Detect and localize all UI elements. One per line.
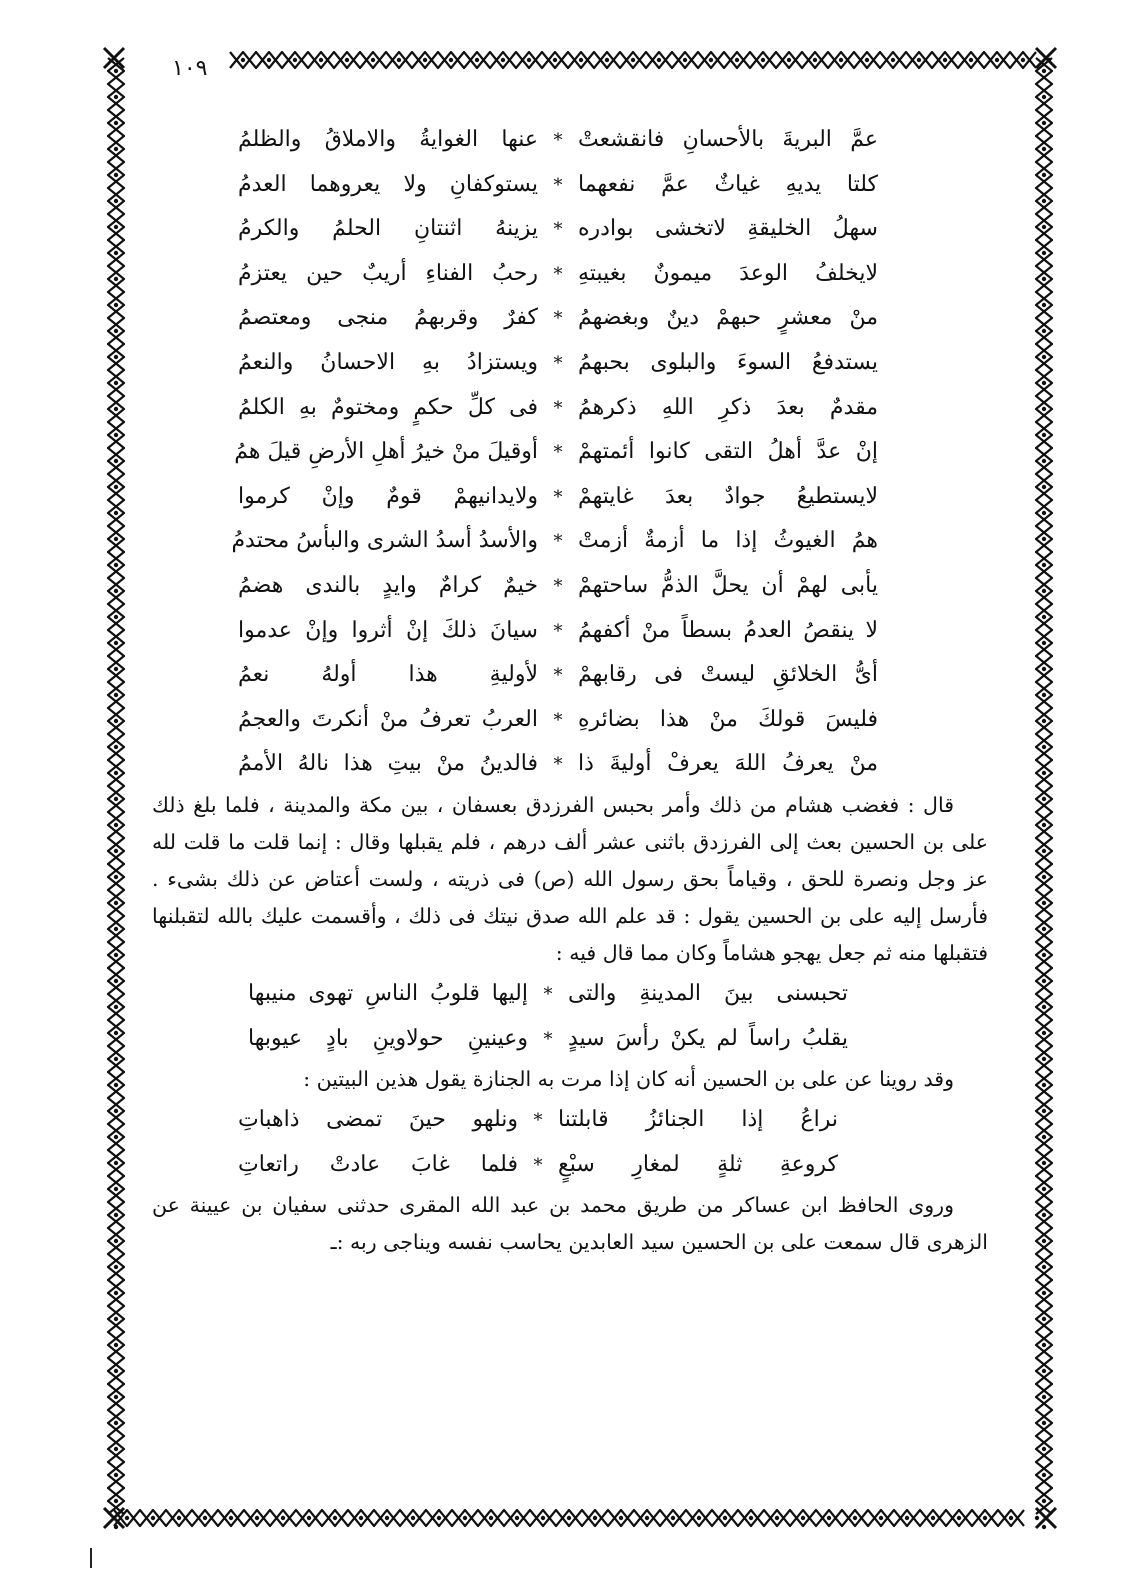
verse-line	[152, 653, 988, 698]
verse-separator: *	[553, 263, 563, 285]
verse-first-hemistich: همُ الغيوثُ إذا ما أزمةٌ أزمتْ	[578, 528, 878, 554]
verse-second-hemistich: رحبُ الفناءِ أريبٌ حين يعتزمُ	[238, 260, 538, 286]
verse-second-hemistich: أوقيلَ منْ خيرُ أهلِ الأرضِ قيلَ همُ	[234, 439, 538, 465]
verse-first-hemistich: أىُّ الخلائقِ ليستْ فى رقابهمْ	[578, 662, 878, 688]
verse-line	[152, 252, 988, 297]
verse-second-hemistich: ونلهو حينَ تمضى ذاهباتِ	[238, 1107, 518, 1133]
verse-line	[152, 742, 988, 787]
verse-first-hemistich: منْ معشرٍ حبهمْ دينٌ وبغضهمُ	[578, 305, 878, 331]
verse-separator: *	[553, 174, 563, 196]
verse-separator: *	[553, 531, 563, 553]
poem-verses-3	[152, 1098, 988, 1187]
verse-first-hemistich: منْ يعرفُ اللهَ يعرفْ أوليةَ ذا	[578, 751, 878, 777]
verse-separator: *	[553, 130, 563, 151]
verse-second-hemistich: يزينهُ اثنتانِ الحلمُ والكرمُ	[238, 216, 538, 242]
verse-line	[152, 1098, 988, 1143]
prose-line: قال : فغضب هشام من ذلك وأمر بحبس الفرزدق بعسفان ، بين مكة والمدينة ، فلما بلغ ذلك	[152, 792, 954, 817]
verse-second-hemistich: ويستزادُ بهِ الاحسانُ والنعمُ	[238, 349, 538, 375]
verse-second-hemistich: كفرٌ وقربهمُ منجى ومعتصمُ	[238, 305, 538, 331]
verse-first-hemistich: لايخلفُ الوعدَ ميمونٌ بغيبتهِ	[578, 260, 878, 286]
verse-line	[152, 564, 988, 609]
verse-first-hemistich: يأبى لهمْ أن يحلَّ الذمُّ ساحتهمْ	[578, 572, 878, 598]
verse-separator: *	[553, 308, 563, 330]
verse-separator: *	[553, 575, 563, 597]
verse-second-hemistich: العربُ تعرفُ منْ أنكرتَ والعجمُ	[238, 706, 538, 732]
verse-line	[152, 296, 988, 341]
verse-line	[152, 972, 988, 1017]
verse-line	[152, 430, 988, 475]
verse-second-hemistich: ولايدانيهمْ قومٌ وإنْ كرموا	[238, 483, 538, 509]
verse-line	[152, 207, 988, 252]
verse-first-hemistich: مقدمٌ بعدَ ذكرِ اللهِ ذكرهمُ	[578, 394, 878, 420]
verse-separator: *	[553, 352, 563, 374]
verse-first-hemistich: كلتا يديهِ غياثٌ عمَّ نفعهما	[578, 171, 878, 197]
verse-first-hemistich: سهلُ الخليقةِ لاتخشى بوادره	[578, 216, 878, 242]
verse-line	[152, 1143, 988, 1188]
prose-line: فأرسل إليه على بن الحسين يقول : قد علم الله صدق نيتك فى ذلك ، وأقسمت عليك بالله لتقبلنها	[152, 903, 988, 928]
verse-separator: *	[553, 709, 563, 731]
verse-line	[152, 341, 988, 386]
page-content	[152, 118, 988, 1478]
verse-separator: *	[543, 1028, 553, 1050]
verse-separator: *	[533, 1154, 543, 1176]
margin-mark	[90, 1548, 92, 1568]
verse-second-hemistich: فالدينُ منْ بيتِ هذا نالهُ الأممُ	[238, 751, 538, 777]
verse-second-hemistich: لأوليةِ هذا أولهُ نعمُ	[238, 662, 538, 688]
verse-second-hemistich: فى كلِّ حكمٍ ومختومٌ بهِ الكلمُ	[238, 394, 538, 420]
verse-line	[152, 1017, 988, 1062]
verse-separator: *	[553, 397, 563, 419]
prose-line: وروى الحافظ ابن عساكر من طريق محمد بن عبد الله المقرى حدثنى سفيان بن عيينة عن	[152, 1193, 954, 1218]
verse-line	[152, 519, 988, 564]
verse-second-hemistich: يستوكفانِ ولا يعروهما العدمُ	[238, 171, 538, 197]
verse-first-hemistich: تحبسنى بينَ المدينةِ والتى	[568, 980, 848, 1006]
prose-paragraph-2	[152, 1061, 988, 1098]
verse-first-hemistich: كروعةِ ثلةٍ لمغارِ سبْعٍ	[558, 1151, 838, 1177]
verse-line	[152, 163, 988, 208]
verse-separator: *	[553, 486, 563, 508]
poem-verses-2	[152, 972, 988, 1061]
verse-second-hemistich: خيمٌ كرامٌ وايدٍ بالندى هضمُ	[238, 572, 538, 598]
verse-second-hemistich: إليها قلوبُ الناسِ تهوى منيبها	[248, 980, 528, 1006]
verse-separator: *	[553, 665, 563, 687]
prose-paragraph-3	[152, 1187, 988, 1261]
prose-line: على بن الحسين بعث إلى الفرزدق باثنى عشر ألف درهم ، فلم يقبلها وقال : إنما قلت ما قلت لله	[152, 829, 988, 854]
verse-line	[152, 386, 988, 431]
prose-line: وقد روينا عن على بن الحسين أنه كان إذا مرت به الجنازة يقول هذين البيتين :	[303, 1067, 954, 1092]
verse-second-hemistich: عنها الغوايةُ والاملاقُ والظلمُ	[238, 127, 538, 152]
prose-line: الزهرى قال سمعت على بن الحسين سيد العابدين يحاسب نفسه ويناجى ربه :ـ	[330, 1230, 988, 1255]
poem-verses-1	[152, 118, 988, 787]
verse-first-hemistich: إنْ عدَّ أهلُ التقى كانوا أئمتهمْ	[578, 439, 878, 465]
verse-line	[152, 475, 988, 520]
verse-second-hemistich: والأسدُ أسدُ الشرى والبأسُ محتدمُ	[231, 528, 538, 554]
verse-separator: *	[553, 620, 563, 642]
verse-first-hemistich: نراعُ إذا الجنائزُ قابلتنا	[558, 1107, 838, 1133]
verse-separator: *	[553, 754, 563, 776]
verse-line	[152, 609, 988, 654]
verse-line	[152, 698, 988, 743]
verse-separator: *	[553, 219, 563, 241]
verse-second-hemistich: وعينينِ حولاوينِ بادٍ عيوبها	[248, 1025, 528, 1051]
verse-first-hemistich: يقلبُ راساً لم يكنْ رأسَ سيدٍ	[568, 1025, 848, 1051]
verse-second-hemistich: سيانَ ذلكَ إنْ أثروا وإنْ عدموا	[238, 617, 538, 643]
verse-first-hemistich: يستدفعُ السوءَ والبلوى بحبهمُ	[578, 349, 878, 375]
verse-line	[152, 118, 988, 163]
prose-line: عز وجل ونصرة للحق ، وقياماً بحق رسول الله (ص) فى ذريته ، ولست أعتاض عن ذلك بشىء .	[152, 866, 988, 891]
verse-second-hemistich: فلما غابَ عادتْ راتعاتِ	[238, 1151, 518, 1177]
prose-paragraph-1	[152, 787, 988, 972]
verse-separator: *	[543, 983, 553, 1005]
verse-first-hemistich: لا ينقصُ العدمُ بسطاً منْ أكفهمُ	[578, 617, 878, 643]
verse-separator: *	[553, 442, 563, 464]
verse-first-hemistich: عمَّ البريةَ بالأحسانِ فانقشعتْ	[578, 127, 878, 152]
page-number: ١٠٩	[172, 56, 208, 81]
verse-first-hemistich: لايستطيعُ جوادٌ بعدَ غايتهمْ	[578, 483, 878, 509]
verse-first-hemistich: فليسَ قولكَ منْ هذا بضائرهِ	[578, 706, 878, 732]
verse-separator: *	[533, 1110, 543, 1132]
prose-line: فتقبلها منه ثم جعل يهجو هشاماً وكان مما قال فيه :	[555, 940, 988, 965]
